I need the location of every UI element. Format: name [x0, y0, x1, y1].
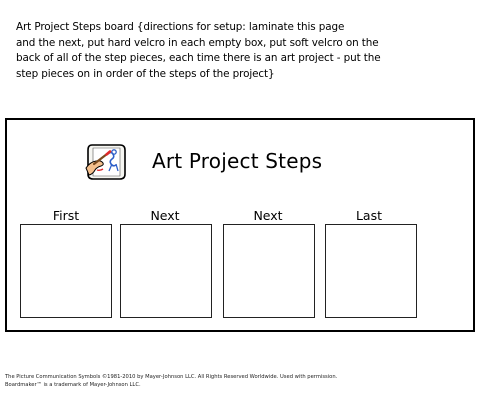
setup-instructions	[16, 20, 486, 82]
copyright-footer	[5, 374, 337, 389]
paintbrush-drawing-icon	[82, 138, 130, 184]
step-box-last[interactable]	[325, 224, 417, 318]
step-label-next-1: Next	[150, 208, 180, 223]
board-title: Art Project Steps	[152, 149, 323, 173]
step-box-next-1[interactable]	[120, 224, 212, 318]
step-label-next-2: Next	[253, 208, 283, 223]
footer-line-1: The Picture Communication Symbols ©1981-2010 by Mayer-Johnson LLC. All Rights Reserved Worldwide. Used with permission.	[5, 374, 338, 380]
instructions-line-1: Art Project Steps board {directions for setup: laminate this page	[16, 21, 345, 33]
footer-line-2: Boardmaker™ is a trademark of Mayer-Johnson LLC.	[5, 381, 141, 388]
step-box-first[interactable]	[20, 224, 112, 318]
instructions-line-3: back of all of the step pieces, each time there is an art project - put the	[16, 52, 381, 64]
instructions-line-4: step pieces on in order of the steps of the project}	[16, 67, 275, 80]
instructions-line-2: and the next, put hard velcro in each empty box, put soft velcro on the	[16, 36, 379, 49]
art-steps-board	[5, 118, 475, 332]
step-label-first: First	[52, 208, 80, 223]
step-label-last: Last	[355, 208, 383, 223]
step-box-next-2[interactable]	[223, 224, 315, 318]
board-header	[82, 138, 322, 184]
